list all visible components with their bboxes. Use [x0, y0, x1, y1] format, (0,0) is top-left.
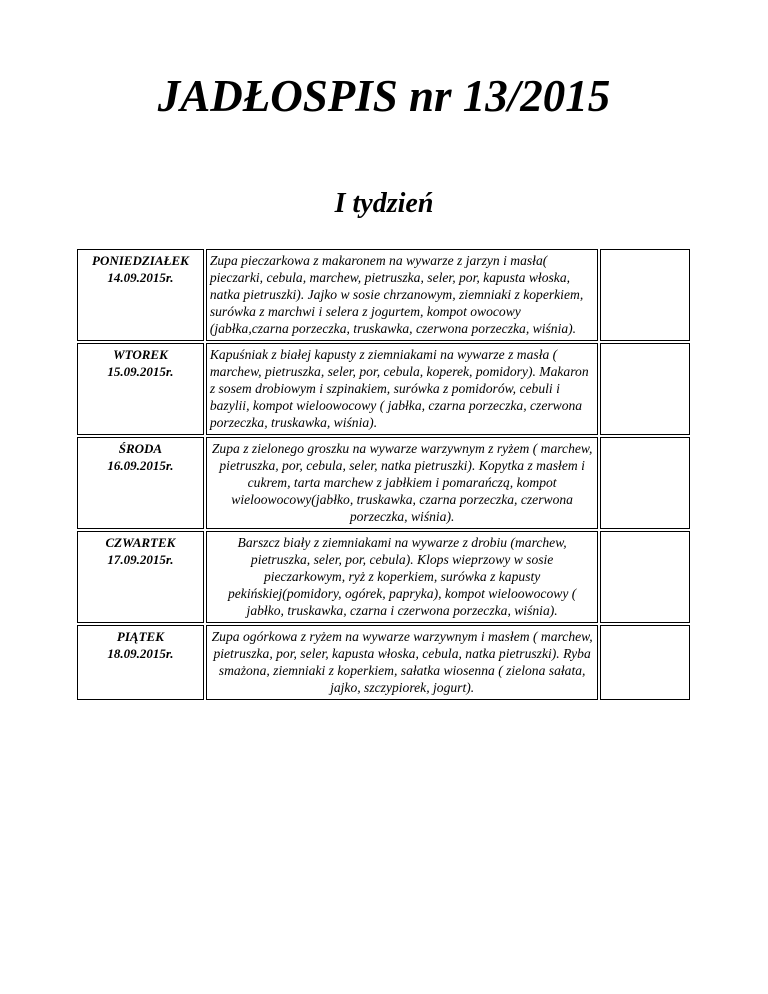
- meal-description: Zupa z zielonego groszku na wywarze warzywnym z ryżem ( marchew, pietruszka, por, cebula, seler, natka pietruszki). Kopytka z masłem i cukrem, tarta marchew z jabłkiem i pomarańczą, kompot wieloowocowy(jabłko, truskawka, czarna porzeczka, czerwona porzeczka, wiśnia).: [206, 437, 599, 529]
- day-name: CZWARTEK: [105, 535, 176, 550]
- day-date: 16.09.2015r.: [107, 458, 174, 473]
- day-cell: [77, 437, 204, 529]
- meal-description: Barszcz biały z ziemniakami na wywarze z drobiu (marchew, pietruszka, seler, por, cebula). Klops wieprzowy w sosie pieczarkowym, ryż z koperkiem, surówka z kapusty pekińskiej(pomidory, ogórek, papryka), kompot wieloowocowy ( jabłko, truskawka, czarna i czerwona porzeczka, wiśnia).: [206, 531, 599, 623]
- notes-cell: [600, 625, 690, 700]
- day-cell: [77, 625, 204, 700]
- day-date: 17.09.2015r.: [107, 552, 174, 567]
- notes-cell: [600, 249, 690, 341]
- menu-table: [75, 247, 692, 702]
- day-date: 15.09.2015r.: [107, 364, 174, 379]
- meal-description: Zupa ogórkowa z ryżem na wywarze warzywnym i masłem ( marchew, pietruszka, por, seler, kapusta włoska, cebula, natka pietruszki). Ryba smażona, ziemniaki z koperkiem, sałatka wiosenna ( zielona sałata, jajko, szczypiorek, jogurt).: [206, 625, 599, 700]
- table-row: [77, 625, 690, 700]
- day-cell: [77, 249, 204, 341]
- meal-description: Zupa pieczarkowa z makaronem na wywarze z jarzyn i masła( pieczarki, cebula, marchew, pietruszka, seler, por, kapusta włoska, natka pietruszki). Jajko w sosie chrzanowym, ziemniaki z koperkiem, surówka z marchwi i selera z jogurtem, kompot owocowy (jabłka,czarna porzeczka, truskawka, czerwona porzeczka, wiśnia).: [206, 249, 599, 341]
- week-heading: I tydzień: [334, 188, 434, 219]
- day-name: WTOREK: [113, 347, 168, 362]
- table-row: [77, 249, 690, 341]
- table-row: [77, 343, 690, 435]
- day-date: 14.09.2015r.: [107, 270, 174, 285]
- document-title: JADŁOSPIS nr 13/2015: [157, 71, 611, 121]
- notes-cell: [600, 437, 690, 529]
- day-cell: [77, 531, 204, 623]
- day-name: PIĄTEK: [116, 629, 164, 644]
- table-row: [77, 531, 690, 623]
- day-date: 18.09.2015r.: [107, 646, 174, 661]
- day-name: PONIEDZIAŁEK: [92, 253, 189, 268]
- day-name: ŚRODA: [118, 441, 163, 456]
- meal-description: Kapuśniak z białej kapusty z ziemniakami na wywarze z masła ( marchew, pietruszka, seler, por, cebula, koperek, pomidory). Makaron z sosem drobiowym i szpinakiem, surówka z pomidorów, cebuli i bazylii, kompot wieloowocowy ( jabłka, czarna porzeczka, czerwona porzeczka, truskawka, wiśnia).: [206, 343, 599, 435]
- notes-cell: [600, 343, 690, 435]
- table-row: [77, 437, 690, 529]
- notes-cell: [600, 531, 690, 623]
- day-cell: [77, 343, 204, 435]
